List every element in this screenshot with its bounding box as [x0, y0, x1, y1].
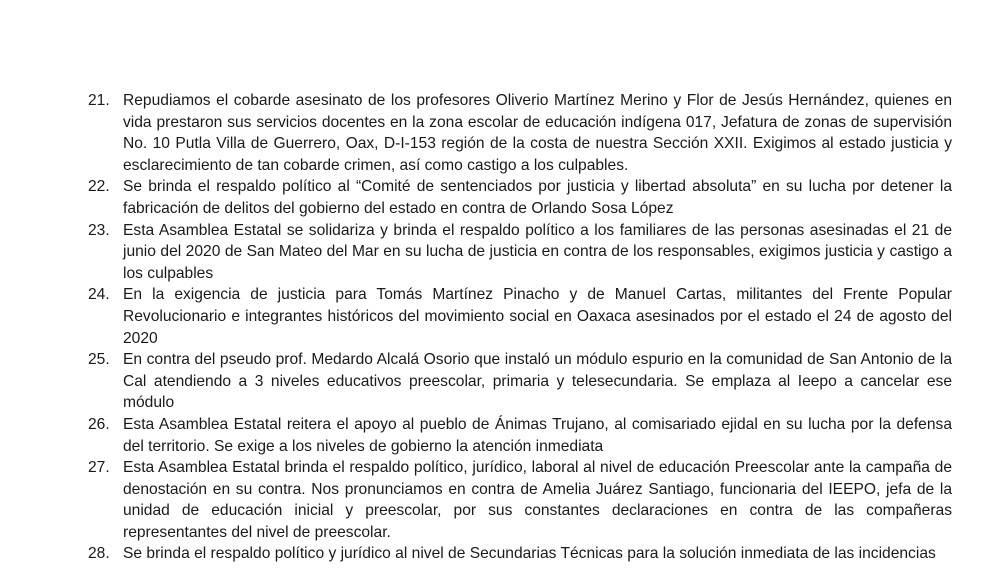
list-item: [88, 284, 952, 349]
item-text: En contra del pseudo prof. Medardo Alcalá Osorio que instaló un módulo espurio en la comunidad de San Antonio de la Cal atendiendo a 3 niveles educativos preescolar, primaria y telesecundaria. Se emplaza al Ieepo a cancelar ese módulo: [123, 351, 952, 412]
item-number: 24.: [88, 286, 110, 304]
item-text: Esta Asamblea Estatal se solidariza y brinda el respaldo político a los familiares de las personas asesinadas el 21 de junio del 2020 de San Mateo del Mar en su lucha de justicia en contra de los responsables, exigimos justicia y castigo a los culpables: [123, 221, 952, 282]
item-text: En la exigencia de justicia para Tomás Martínez Pinacho y de Manuel Cartas, militantes del Frente Popular Revolucionario e integrantes históricos del movimiento social en Oaxaca asesinados por el estado el 24 de agosto del 2020: [123, 286, 952, 347]
list-item: [88, 90, 952, 176]
item-number: 23.: [88, 221, 110, 239]
item-text: Repudiamos el cobarde asesinato de los profesores Oliverio Martínez Merino y Flor de Jesús Hernández, quienes en vida prestaron sus servicios docentes en la zona escolar de educación indígena 017, Jefatura de zonas de supervisión No. 10 Putla Villa de Guerrero, Oax, D-I-153 región de la costa de nuestra Sección XXII. Exigimos al estado justicia y esclarecimiento de tan cobarde crimen, así como castigo a los culpables.: [123, 92, 952, 174]
item-number: 28.: [88, 545, 110, 563]
list-item: [88, 349, 952, 414]
item-number: 25.: [88, 351, 110, 369]
list-item: [88, 220, 952, 285]
list-item: [88, 543, 952, 565]
item-text: Se brinda el respaldo político y jurídico al nivel de Secundarias Técnicas para la solución inmediata de las incidencias: [123, 545, 936, 563]
item-number: 22.: [88, 178, 110, 196]
item-text: Esta Asamblea Estatal brinda el respaldo político, jurídico, laboral al nivel de educación Preescolar ante la campaña de denostación en su contra. Nos pronunciamos en contra de Amelia Juárez Santiago, funcionaria del IEEPO, jefa de la unidad de educación inicial y preescolar, por sus constantes declaraciones en contra de las compañeras representantes del nivel de preescolar.: [123, 459, 952, 541]
item-number: 27.: [88, 459, 110, 477]
item-text: Se brinda el respaldo político al “Comité de sentenciados por justicia y libertad absoluta” en su lucha por detener la fabricación de delitos del gobierno del estado en contra de Orlando Sosa López: [123, 178, 952, 217]
item-number: 26.: [88, 415, 110, 433]
list-item: [88, 176, 952, 219]
item-text: Esta Asamblea Estatal reitera el apoyo al pueblo de Ánimas Trujano, al comisariado ejidal en su lucha por la defensa del territorio. Se exige a los niveles de gobierno la atención inmediata: [123, 415, 952, 455]
item-number: 21.: [88, 92, 110, 109]
resolutions-list: [88, 90, 952, 565]
list-item: [88, 414, 952, 457]
list-item: [88, 457, 952, 543]
